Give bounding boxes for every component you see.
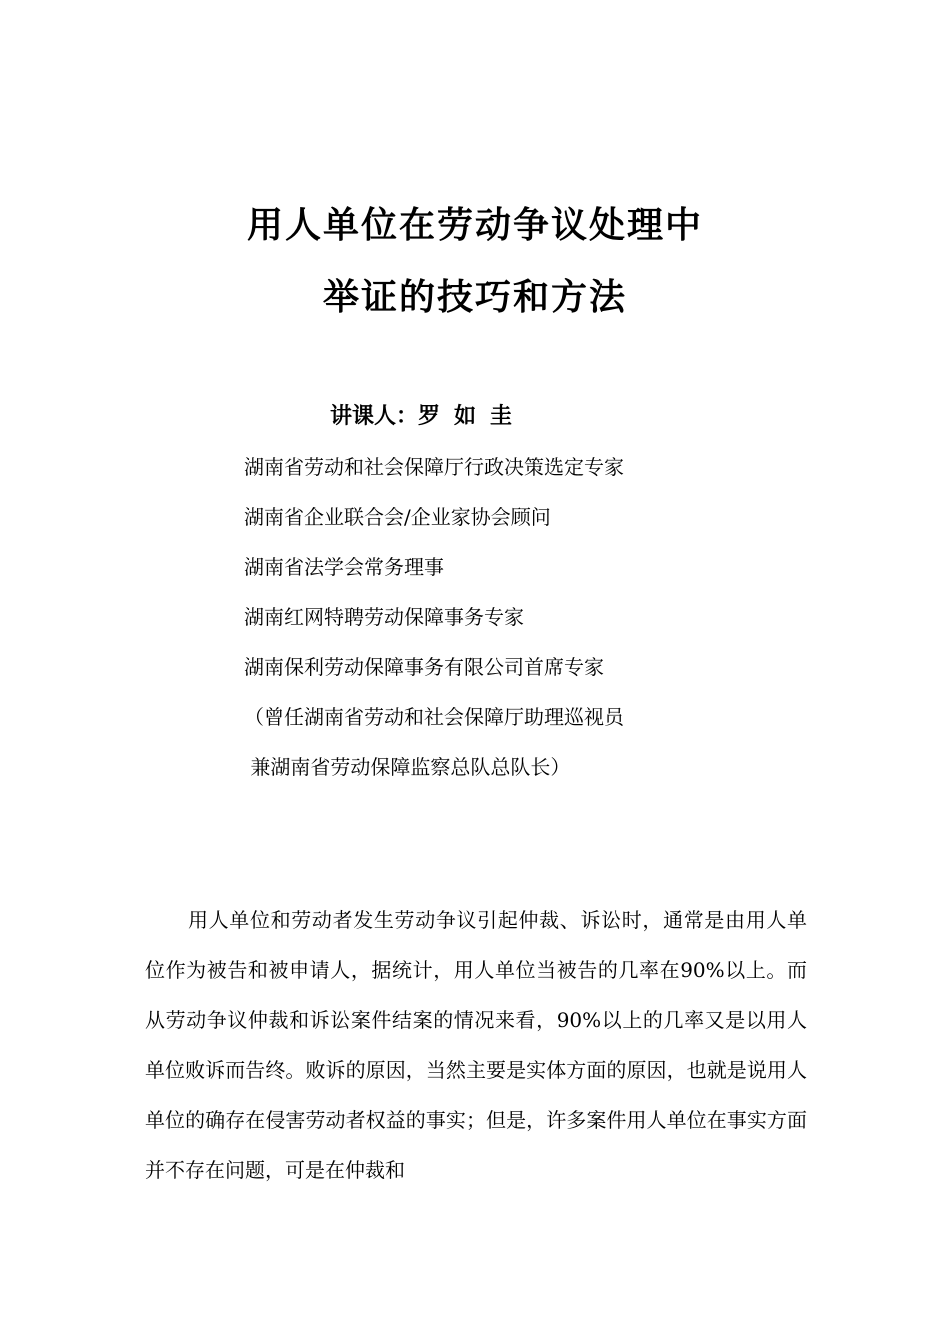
body-paragraph: 用人单位和劳动者发生劳动争议引起仲裁、诉讼时，通常是由用人单位作为被告和被申请人，据统计，用人单位当被告的几率在90%以上。而从劳动争议仲裁和诉讼案件结案的情况来看，90%以上的几率又是以用人单位败诉而告终。败诉的原因，当然主要是实体方面的原因，也就是说用人单位的确存在侵害劳动者权益的事实；但是，许多案件用人单位在事实方面并不存在问题，可是在仲裁和: [145, 908, 807, 1182]
credential-item: 兼湖南省劳动保障监察总队总队长）: [244, 755, 571, 779]
lecturer-credentials-list: [244, 453, 624, 803]
lecturer-label: 讲课人：: [330, 404, 419, 429]
document-title-line-1: 用人单位在劳动争议处理中: [246, 205, 703, 246]
credential-item: 湖南省法学会常务理事: [244, 555, 444, 579]
document-title-line-2: 举证的技巧和方法: [322, 277, 627, 318]
lecturer-line: [330, 402, 526, 432]
credential-item: 湖南省劳动和社会保障厅行政决策选定专家: [244, 455, 624, 479]
credential-item: 湖南红网特聘劳动保障事务专家: [244, 605, 524, 629]
credential-item: 湖南保利劳动保障事务有限公司首席专家: [244, 655, 604, 679]
lecturer-name: 罗如圭: [418, 404, 527, 429]
credential-item: 湖南省企业联合会/企业家协会顾问: [244, 505, 551, 529]
credential-item: （曾任湖南省劳动和社会保障厅助理巡视员: [244, 705, 624, 729]
